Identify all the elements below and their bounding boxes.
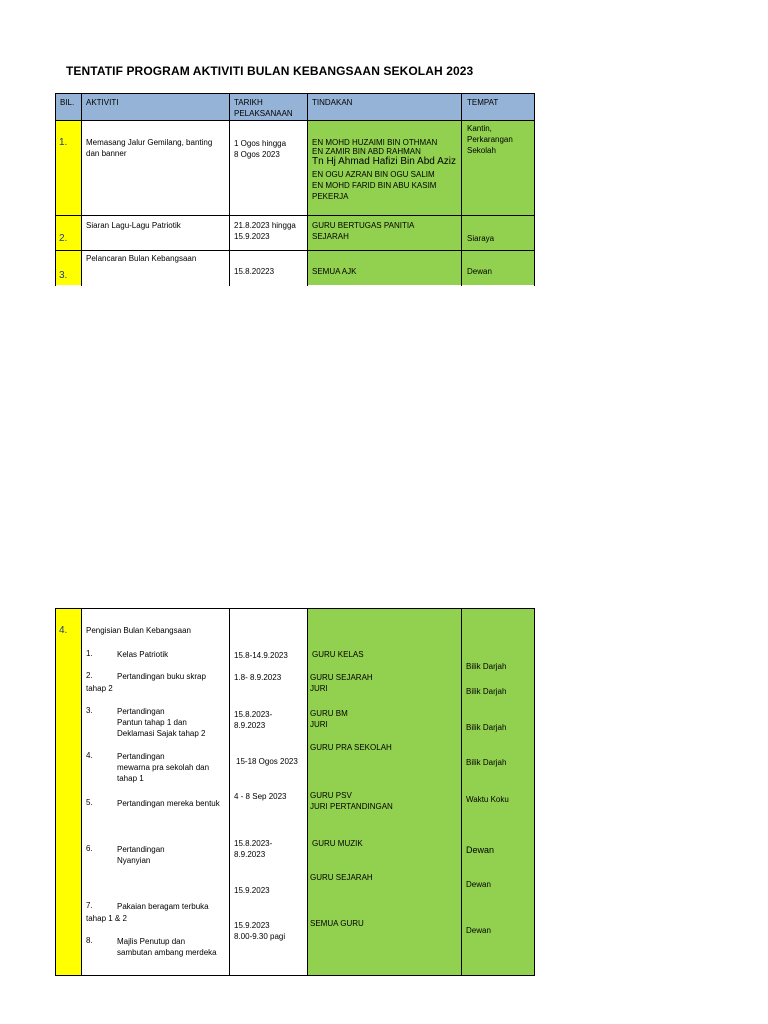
tindakan-cell: GURU KELAS bbox=[312, 650, 364, 659]
grid-line bbox=[307, 608, 308, 976]
item-text: Pertandingan mewarna pra sekolah dan tahap 1 bbox=[117, 752, 210, 783]
aktiviti-cell: Siaran Lagu-Lagu Patriotik bbox=[86, 221, 181, 230]
tindakan-cell: GURU BERTUGAS PANITIA SEJARAH bbox=[312, 221, 415, 241]
tarikh-cell: 1 Ogos hingga 8 Ogos 2023 bbox=[234, 139, 287, 159]
grid-line bbox=[229, 608, 230, 976]
tarikh-cell: 15.8.20223 bbox=[234, 267, 275, 276]
tempat-cell: Kantin, Perkarangan Sekolah bbox=[467, 124, 513, 155]
item-number: 7. bbox=[86, 901, 93, 910]
tindakan-cell: GURU SEJARAH JURI bbox=[310, 673, 373, 693]
tempat-cell: Waktu Koku bbox=[466, 795, 509, 804]
aktiviti-cell: Pelancaran Bulan Kebangsaan bbox=[86, 254, 197, 263]
grid-line bbox=[55, 93, 535, 94]
tempat-cell: Bilik Darjah bbox=[466, 758, 507, 767]
row-number: 1. bbox=[59, 137, 68, 148]
item-text: Pertandingan buku skrap bbox=[117, 672, 206, 681]
header-tarikh: TARIKH PELAKSANAAN bbox=[234, 98, 293, 118]
tindakan-line: EN MOHD FARID BIN ABU KASIM bbox=[312, 181, 437, 190]
grid-line bbox=[307, 93, 308, 286]
grid-line bbox=[55, 120, 535, 121]
tempat-cell: Dewan bbox=[467, 267, 492, 276]
tempat-cell: Bilik Darjah bbox=[466, 687, 507, 696]
tindakan-cell: GURU SEJARAH bbox=[310, 873, 373, 882]
tempat-cell: Dewan bbox=[466, 926, 491, 935]
tindakan-line: EN ZAMIR BIN ABD RAHMAN bbox=[312, 147, 421, 156]
item-text: Kelas Patriotik bbox=[117, 650, 169, 659]
tindakan-cell: SEMUA AJK bbox=[312, 267, 357, 276]
tindakan-cell: GURU PSV JURI PERTANDINGAN bbox=[310, 791, 393, 811]
item-text: tahap 1 & 2 bbox=[86, 914, 127, 923]
item-text: Pakaian beragam terbuka bbox=[117, 902, 209, 911]
header-tempat: TEMPAT bbox=[467, 98, 499, 107]
tarikh-cell: 15.9.2023 8.00-9.30 pagi bbox=[234, 921, 286, 941]
grid-line bbox=[55, 608, 535, 609]
header-bil: BIL. bbox=[60, 98, 75, 107]
item-number: 1. bbox=[86, 649, 93, 658]
tindakan-line: EN MOHD HUZAIMI BIN OTHMAN bbox=[312, 138, 438, 147]
grid-line bbox=[55, 93, 56, 286]
tarikh-cell: 4 - 8 Sep 2023 bbox=[234, 792, 287, 801]
aktiviti-heading: Pengisian Bulan Kebangsaan bbox=[86, 626, 191, 635]
page-title: TENTATIF PROGRAM AKTIVITI BULAN KEBANGSAAN SEKOLAH 2023 bbox=[66, 64, 474, 78]
grid-line bbox=[55, 250, 535, 251]
tindakan-cell: GURU BM JURI bbox=[310, 709, 348, 729]
grid-line bbox=[81, 93, 82, 286]
item-text: Pertandingan mereka bentuk bbox=[117, 799, 220, 808]
header-aktiviti: AKTIVITI bbox=[86, 98, 119, 107]
item-number: 3. bbox=[86, 706, 93, 715]
tempat-cell: Bilik Darjah bbox=[466, 662, 507, 671]
tempat-cell: Dewan bbox=[466, 845, 495, 855]
item-number: 8. bbox=[86, 936, 93, 945]
tempat-cell: Siaraya bbox=[467, 234, 495, 243]
tempat-cell: Dewan bbox=[466, 880, 491, 889]
item-text: tahap 2 bbox=[86, 684, 113, 693]
item-text: Pertandingan Pantun tahap 1 dan Deklamasi Sajak tahap 2 bbox=[117, 707, 206, 738]
row-number: 3. bbox=[59, 270, 68, 281]
grid-line bbox=[461, 93, 462, 286]
row-number: 4. bbox=[59, 625, 68, 636]
tarikh-cell: 15-18 Ogos 2023 bbox=[236, 757, 298, 766]
tindakan-cell: SEMUA GURU bbox=[310, 919, 364, 928]
tindakan-cell: GURU MUZIK bbox=[312, 839, 363, 848]
tindakan-line: Tn Hj Ahmad Hafizi Bin Abd Aziz bbox=[312, 156, 456, 167]
tarikh-cell: 15.8-14.9.2023 bbox=[234, 651, 288, 660]
grid-line bbox=[461, 608, 462, 976]
grid-line bbox=[55, 975, 535, 976]
tarikh-cell: 15.8.2023- 8.9.2023 bbox=[234, 839, 273, 859]
grid-line bbox=[534, 608, 535, 976]
tindakan-line: EN OGU AZRAN BIN OGU SALIM bbox=[312, 170, 435, 179]
item-number: 4. bbox=[86, 751, 93, 760]
item-number: 6. bbox=[86, 844, 93, 853]
row-number: 2. bbox=[59, 233, 68, 244]
item-text: Majlis Penutup dan sambutan ambang merdeka bbox=[117, 937, 217, 957]
grid-line bbox=[55, 608, 56, 976]
item-number: 5. bbox=[86, 798, 93, 807]
tarikh-cell: 1.8- 8.9.2023 bbox=[234, 673, 282, 682]
aktiviti-cell: Memasang Jalur Gemilang, banting dan banner bbox=[86, 138, 213, 158]
bil-column-bg bbox=[55, 608, 81, 975]
tarikh-cell: 15.9.2023 bbox=[234, 886, 270, 895]
tarikh-cell: 21.8.2023 hingga 15.9.2023 bbox=[234, 221, 296, 241]
item-text: Pertandingan Nyanyian bbox=[117, 845, 165, 865]
tarikh-cell: 15.8.2023- 8.9.2023 bbox=[234, 710, 273, 730]
tindakan-line: PEKERJA bbox=[312, 192, 349, 201]
item-number: 2. bbox=[86, 671, 93, 680]
grid-line bbox=[534, 93, 535, 286]
header-row bbox=[55, 93, 534, 120]
grid-line bbox=[81, 608, 82, 976]
tempat-cell: Bilik Darjah bbox=[466, 723, 507, 732]
grid-line bbox=[229, 93, 230, 286]
header-tindakan: TINDAKAN bbox=[312, 98, 353, 107]
tindakan-cell: GURU PRA SEKOLAH bbox=[310, 743, 392, 752]
grid-line bbox=[55, 215, 535, 216]
